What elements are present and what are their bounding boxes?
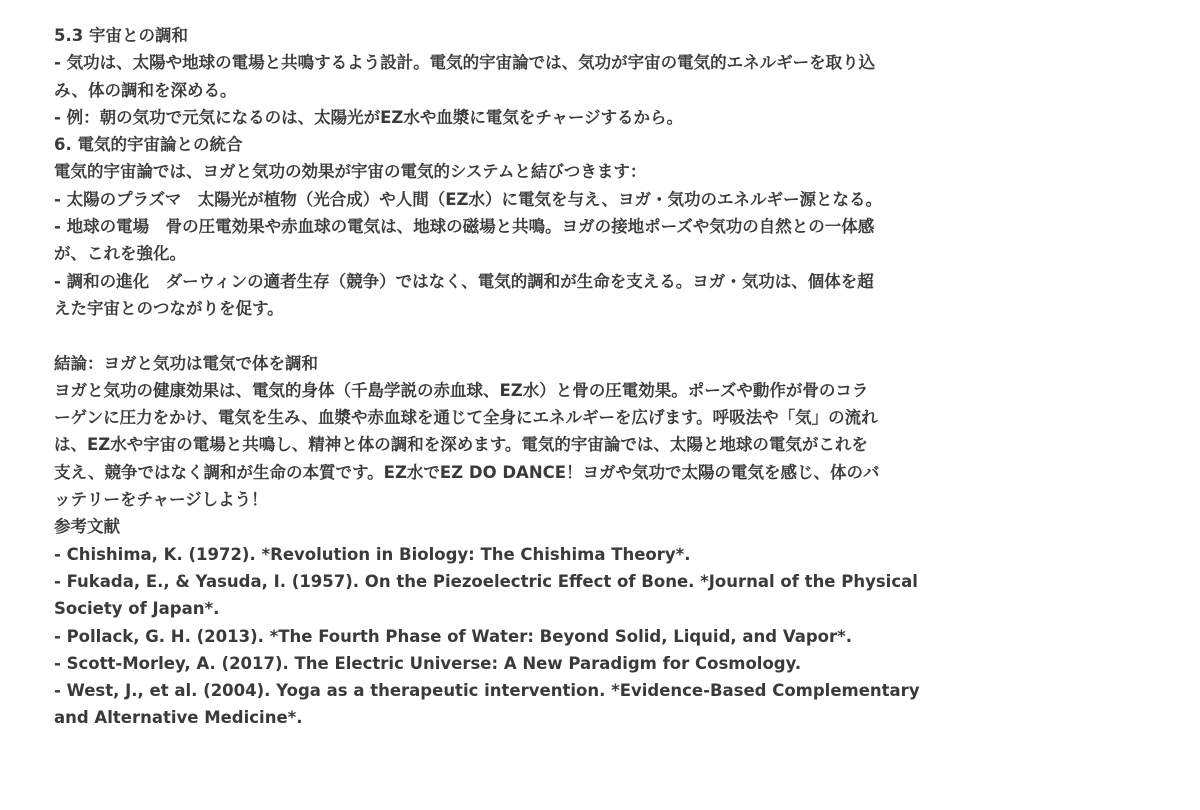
- text-line: - 例：朝の気功で元気になるのは、太陽光がEZ水や血漿に電気をチャージするから。: [54, 107, 684, 127]
- reference-item: and Alternative Medicine*.: [54, 708, 303, 728]
- text-line: - 気功は、太陽や地球の電場と共鳴するよう設計。電気的宇宙論では、気功が宇宙の電気的エネルギーを取り込: [54, 53, 876, 73]
- text-line: - 太陽のプラズマ 太陽光が植物（光合成）や人間（EZ水）に電気を与え、ヨガ・気功のエネルギー源となる。: [54, 189, 882, 209]
- text-line: - 地球の電場 骨の圧電効果や赤血球の電気は、地球の磁場と共鳴。ヨガの接地ポーズや気功の自然との一体感: [54, 217, 875, 237]
- reference-item: - Chishima, K. (1972). *Revolution in Biology: The Chishima Theory*.: [54, 544, 691, 564]
- reference-item: - Fukada, E., & Yasuda, I. (1957). On the Piezoelectric Effect of Bone. *Journal of the Physical: [54, 571, 918, 591]
- text-line: - 調和の進化 ダーウィンの適者生存（競争）ではなく、電気的調和が生命を支える。ヨガ・気功は、個体を超: [54, 271, 874, 291]
- text-line: 支え、競争ではなく調和が生命の本質です。EZ水でEZ DO DANCE！ヨガや気功で太陽の電気を感じ、体のバ: [54, 462, 880, 482]
- text-line: が、これを強化。: [54, 244, 186, 264]
- reference-item: - Pollack, G. H. (2013). *The Fourth Phase of Water: Beyond Solid, Liquid, and Vapor*.: [54, 626, 853, 646]
- text-line: は、EZ水や宇宙の電場と共鳴し、精神と体の調和を深めます。電気的宇宙論では、太陽と地球の電気がこれを: [54, 435, 868, 455]
- reference-item: Society of Japan*.: [54, 599, 220, 619]
- blank-line: [54, 322, 964, 349]
- reference-item: - Scott-Morley, A. (2017). The Electric Universe: A New Paradigm for Cosmology.: [54, 653, 802, 673]
- reference-item: - West, J., et al. (2004). Yoga as a therapeutic intervention. *Evidence-Based Complementary: [54, 681, 920, 701]
- text-line: ッテリーをチャージしよう！: [54, 490, 268, 510]
- section-heading-5-3: 5.3 宇宙との調和: [54, 26, 188, 45]
- conclusion-heading: 結論：ヨガと気功は電気で体を調和: [54, 353, 318, 373]
- text-line: ーゲンに圧力をかけ、電気を生み、血漿や赤血球を通じて全身にエネルギーを広げます。呼吸法や「気」の流れ: [54, 408, 878, 428]
- references-heading: 参考文献: [54, 517, 120, 537]
- text-line: えた宇宙とのつながりを促す。: [54, 298, 284, 318]
- text-line: 電気的宇宙論では、ヨガと気功の効果が宇宙の電気的システムと結びつきます：: [54, 162, 647, 182]
- text-line: み、体の調和を深める。: [54, 80, 237, 100]
- text-line: ヨガと気功の健康効果は、電気的身体（千島学説の赤血球、EZ水）と骨の圧電効果。ポーズや動作が骨のコラ: [54, 380, 869, 400]
- section-heading-6: 6. 電気的宇宙論との統合: [54, 135, 243, 155]
- document-body: [54, 22, 964, 732]
